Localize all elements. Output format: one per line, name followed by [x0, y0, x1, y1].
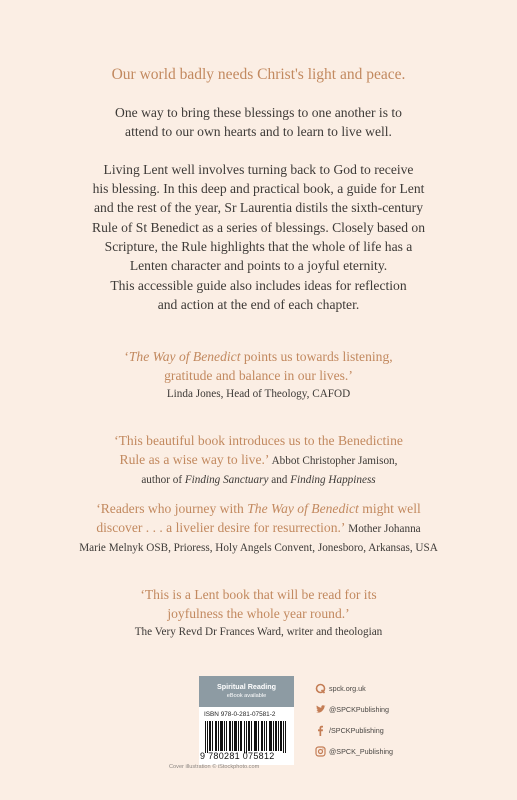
body-line: his blessing. In this deep and practical book, a guide for Lent [92, 181, 425, 197]
barcode [205, 721, 289, 753]
social-text: /SPCKPublishing [329, 726, 384, 735]
book-title: Finding Sanctuary [184, 474, 269, 486]
social-text: @SPCKPublishing [329, 705, 390, 714]
intro-line: One way to bring these blessings to one another is to [115, 105, 402, 120]
category-title: Spiritual Reading [216, 682, 277, 691]
body-paragraph [54, 160, 463, 275]
facebook-link[interactable] [315, 720, 455, 741]
publisher-block [169, 672, 499, 782]
body-line: Rule of St Benedict as a series of blessings. Closely based on [92, 219, 425, 235]
intro-paragraph [60, 103, 457, 141]
twitter-link[interactable] [315, 699, 455, 720]
book-title: The Way of Benedict [247, 501, 359, 516]
quote-attribution: Linda Jones, Head of Theology, CAFOD [166, 388, 351, 400]
quote-block [40, 431, 477, 490]
quote-attribution: Abbot Christopher Jamison, [269, 455, 398, 467]
quote-block [40, 585, 477, 642]
quote-attribution: Mother Johanna [345, 523, 421, 535]
quote-text: ‘Readers who journey with The Way of Benedict might well discover . . . a livelier desire for resurrection.’ Mother Johanna [96, 501, 421, 535]
quote-block [40, 347, 477, 404]
book-title: The Way of Benedict [128, 349, 241, 364]
guide-line: This accessible guide also includes ideas for reflection [110, 278, 407, 293]
category-subtitle: eBook available [226, 693, 267, 699]
quote-attribution: The Very Revd Dr Frances Ward, writer and theologian [134, 626, 383, 638]
quote-text: ‘This is a Lent book that will be read for its joyfulness the whole year round.’ [140, 587, 377, 621]
social-text: spck.org.uk [329, 684, 366, 693]
quote-text: ‘The Way of Benedict points us towards listening, gratitude and balance in our lives.’ [124, 349, 393, 383]
twitter-icon [315, 704, 326, 715]
guide-line: and action at the end of each chapter. [157, 297, 360, 313]
cover-credit: Cover illustration © iStockphoto.com [169, 764, 260, 770]
intro-line: attend to our own hearts and to learn to live well. [125, 124, 392, 140]
quote-block [30, 499, 487, 558]
website-link[interactable] [315, 678, 455, 699]
category-label [199, 676, 294, 707]
spck-logo-icon [315, 683, 326, 694]
body-line: Lenten character and points to a joyful eternity. [129, 258, 388, 274]
social-text: @SPCK_Publishing [329, 747, 394, 756]
quote-text: ‘This beautiful book introduces us to the Benedictine Rule as a wise way to live.’ Abbot Christopher Jamison, [114, 433, 403, 467]
body-line: Living Lent well involves turning back to God to receive [103, 162, 414, 177]
quote-attribution-detail: Marie Melnyk OSB, Prioress, Holy Angels Convent, Jonesboro, Arkansas, USA [79, 542, 438, 554]
guide-paragraph [60, 276, 457, 314]
isbn: ISBN 978-0-281-07581-2 [204, 711, 276, 718]
book-title: Finding Happiness [290, 474, 376, 486]
social-links [315, 678, 455, 762]
body-line: Scripture, the Rule highlights that the whole of life has a [104, 238, 413, 254]
instagram-link[interactable] [315, 741, 455, 762]
barcode-panel [199, 707, 294, 765]
headline: Our world badly needs Christ's light and peace. [111, 66, 406, 83]
barcode-number: 9 780281 075812 [200, 751, 275, 761]
quote-attribution-detail: author of Finding Sanctuary and Finding Happiness [141, 474, 376, 486]
facebook-icon [315, 725, 326, 736]
body-line: and the rest of the year, Sr Laurentia distils the sixth-century [93, 200, 423, 216]
instagram-icon [315, 746, 326, 757]
